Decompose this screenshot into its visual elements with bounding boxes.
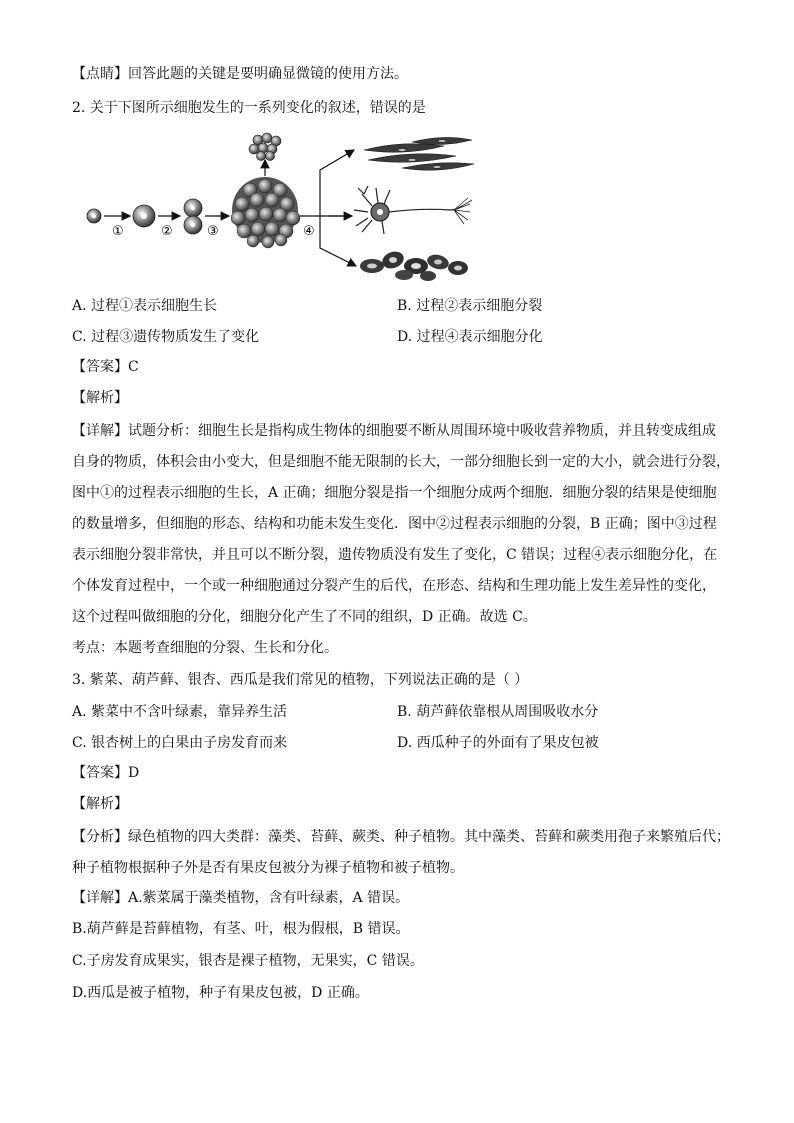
label-3: ③: [207, 224, 219, 239]
cell-mass: [231, 177, 300, 248]
q3-analysis-line: 【分析】绿色植物的四大类群：藻类、苔藓、蕨类、种子植物。其中藻类、苔藓和蕨类用孢子来繁殖后代；: [72, 829, 730, 845]
q3-analysis-heading: 【解析】: [72, 796, 128, 812]
label-4: ④: [303, 224, 315, 239]
q2-detail-line: 的数量增多，但细胞的形态、结构和功能未发生变化．图中②过程表示细胞的分裂，B 正确；图中③过程: [72, 516, 717, 532]
q2-answer: 【答案】C: [72, 359, 139, 375]
label-2: ②: [161, 224, 173, 239]
blood-cells: [360, 249, 468, 281]
muscle-tissue: [364, 137, 474, 170]
dianjing-note: 【点睛】回答此题的关键是要明确显微镜的使用方法。: [72, 66, 408, 82]
q2-detail-line: 这个过程叫做细胞的分化，细胞分化产生了不同的组织，D 正确。故选 C。: [72, 609, 537, 625]
q2-option-d: D. 过程④表示细胞分化: [397, 329, 543, 345]
q3-option-c: C. 银杏树上的白果由子房发育而来: [72, 735, 288, 751]
q3-option-b: B. 葫芦藓依靠根从周围吸收水分: [397, 704, 599, 720]
q3-option-a: A. 紫菜中不含叶绿素，靠异养生活: [72, 704, 288, 720]
grown-cell: [133, 205, 155, 227]
q3-analysis-line: 种子植物根据种子外是否有果皮包被分为裸子植物和被子植物。: [72, 860, 464, 876]
q2-analysis-heading: 【解析】: [72, 390, 128, 406]
q3-stem: 3. 紫菜、葫芦藓、银杏、西瓜是我们常见的植物，下列说法正确的是（ ）: [72, 672, 529, 688]
q2-option-c: C. 过程③遗传物质发生了变化: [72, 329, 260, 345]
label-1: ①: [112, 224, 124, 239]
q2-detail-line: 图中①的过程表示细胞的生长，A 正确；细胞分裂是指一个细胞分成两个细胞．细胞分裂的结果是使细胞: [72, 485, 717, 501]
q2-detail-line: 个体发育过程中，一个或一种细胞通过分裂产生的后代，在形态、结构和生理功能上发生差异性的变化，: [72, 578, 716, 594]
cell-cluster-top: [249, 133, 281, 161]
q2-option-b: B. 过程②表示细胞分裂: [397, 298, 543, 314]
q3-option-d: D. 西瓜种子的外面有了果皮包被: [397, 735, 599, 751]
q2-detail-line: 自身的物质，体积会由小变大，但是细胞不能无限制的长大，一部分细胞长到一定的大小，就会进行分裂，: [72, 454, 730, 470]
q3-detail-line: 【详解】A.紫菜属于藻类植物，含有叶绿素，A 错误。: [72, 890, 410, 906]
q3-detail-line: C.子房发育成果实，银杏是裸子植物，无果实，C 错误。: [72, 953, 424, 969]
q3-detail-line: D.西瓜是被子植物，种子有果皮包被，D 正确。: [72, 985, 369, 1001]
q2-kaodian: 考点：本题考查细胞的分裂、生长和分化。: [72, 640, 338, 656]
small-cell: [87, 209, 101, 223]
q3-answer: 【答案】D: [72, 765, 140, 781]
q2-detail-line: 表示细胞分裂非常快，并且可以不断分裂，遗传物质没有发生了变化，C 错误；过程④表示细胞分化，在: [72, 547, 718, 563]
q3-detail-line: B.葫芦藓是苔藓植物，有茎、叶，根为假根，B 错误。: [72, 921, 410, 937]
cell-development-figure: [72, 128, 492, 286]
q2-stem: 2. 关于下图所示细胞发生的一系列变化的叙述，错误的是: [72, 100, 426, 116]
arrow-4-up: [320, 150, 354, 216]
arrow-4-down: [320, 216, 356, 266]
neuron-cell: [354, 186, 472, 234]
q2-detail-line: 【详解】试题分析：细胞生长是指构成生物体的细胞要不断从周围环境中吸收营养物质，并且转变成组成: [72, 423, 716, 439]
dividing-cell: [184, 199, 202, 234]
q2-option-a: A. 过程①表示细胞生长: [72, 298, 218, 314]
